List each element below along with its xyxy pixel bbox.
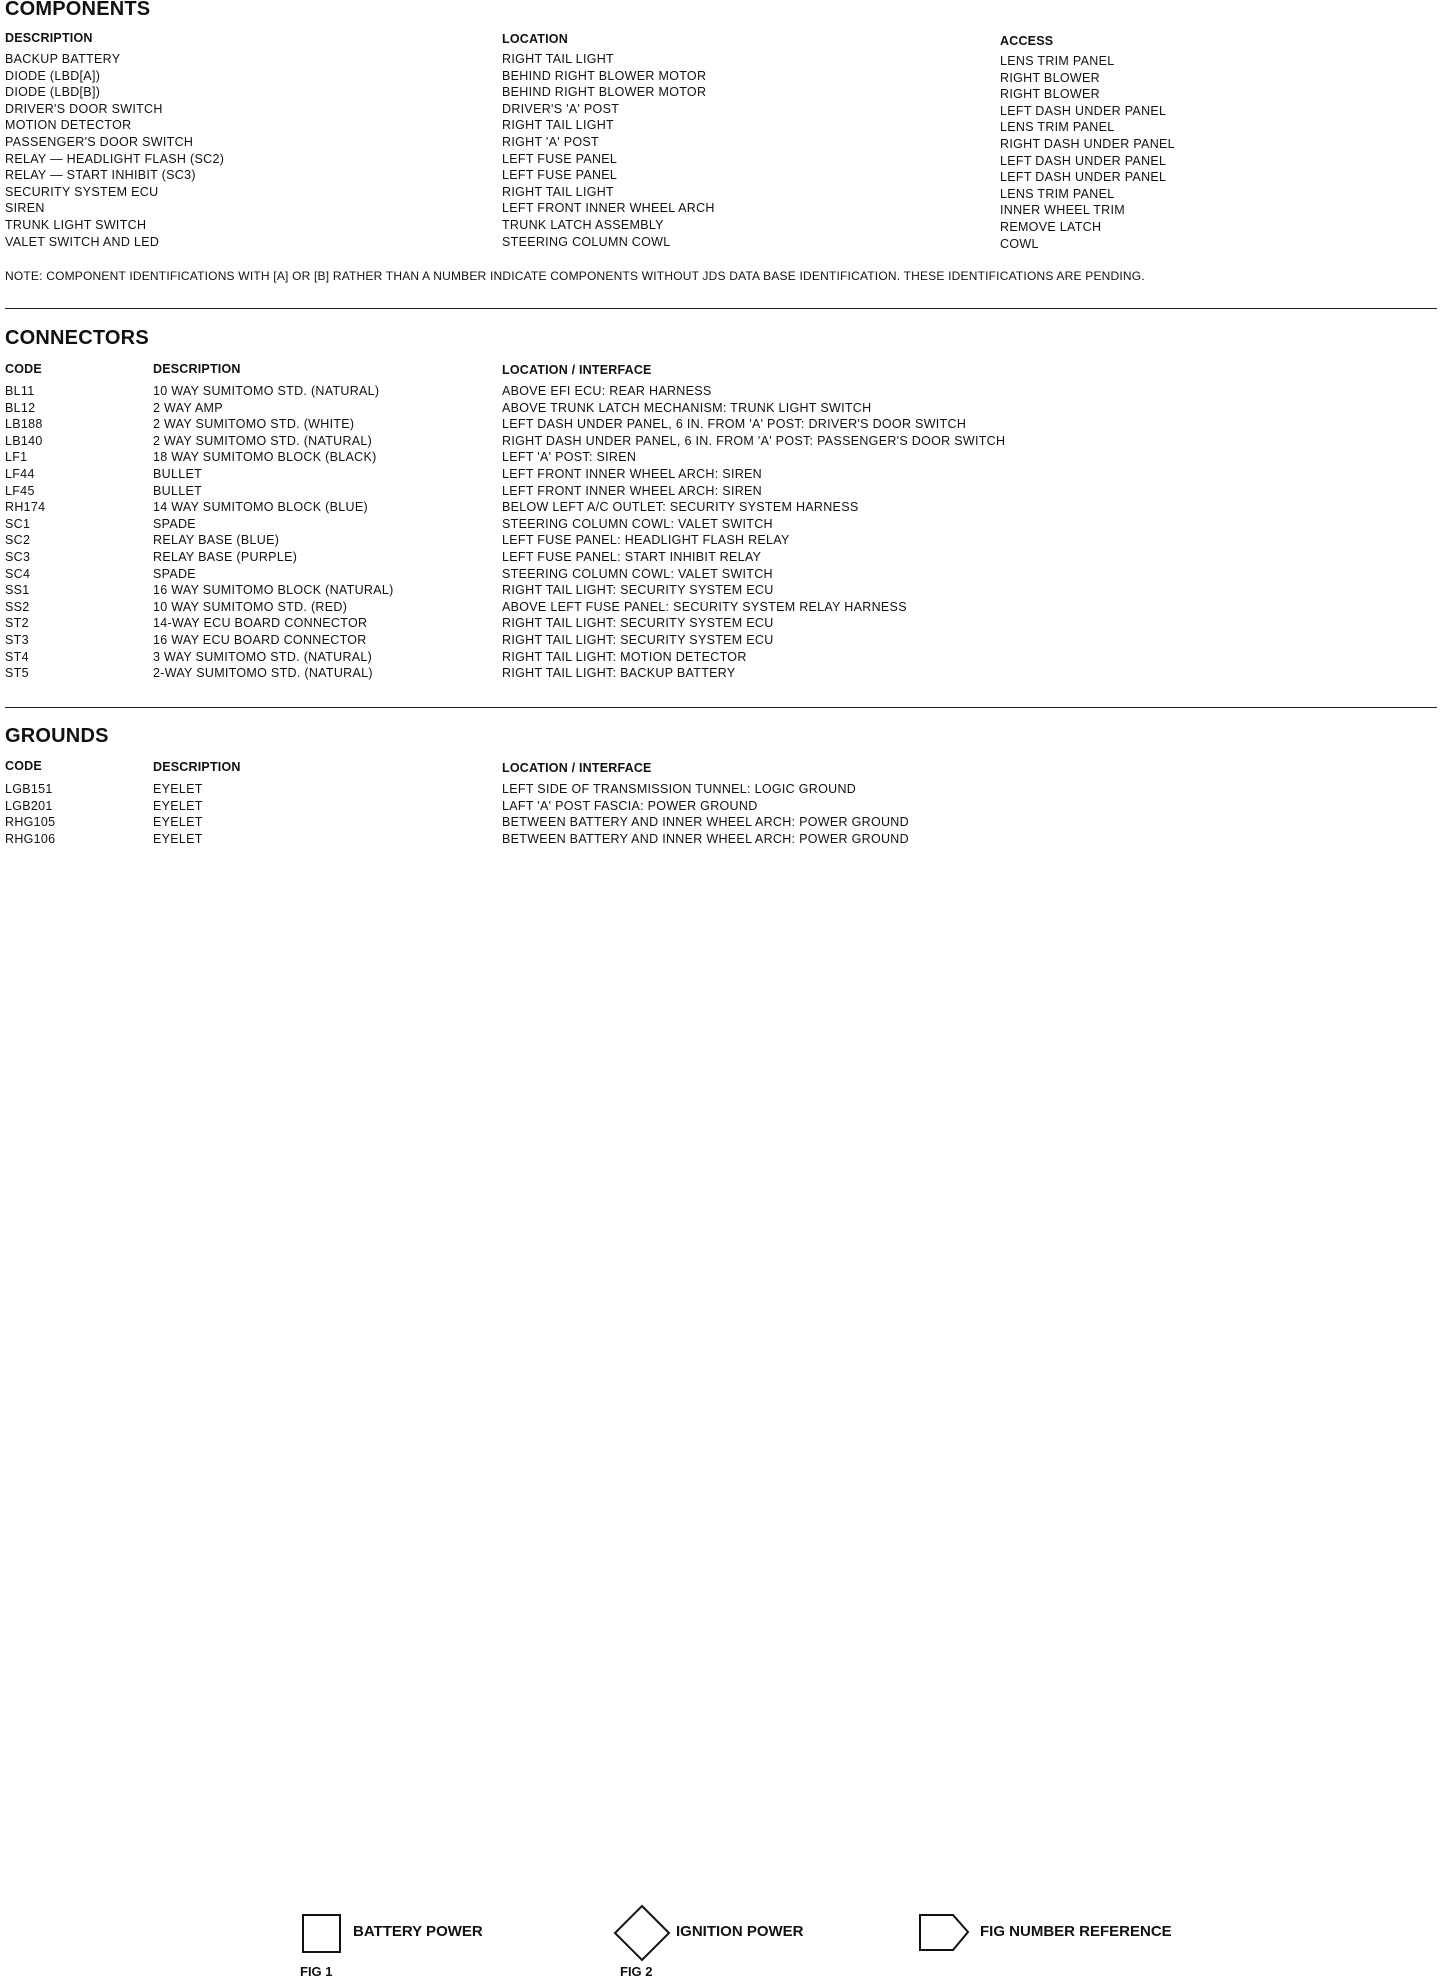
components-location-cell: LEFT FUSE PANEL	[502, 168, 618, 183]
connectors-code-cell: ST2	[5, 616, 29, 631]
components-description-cell: DIODE (LBD[B])	[5, 85, 101, 100]
connectors-description-cell: 16 WAY SUMITOMO BLOCK (NATURAL)	[153, 583, 394, 598]
grounds-location-cell: BETWEEN BATTERY AND INNER WHEEL ARCH: POWER GROUND	[502, 815, 909, 830]
components-access-cell: COWL	[1000, 236, 1039, 251]
grounds-description-cell: EYELET	[153, 831, 203, 846]
connectors-description-column	[153, 383, 394, 682]
connectors-description-header: DESCRIPTION	[153, 362, 241, 376]
connectors-location-column	[502, 383, 1005, 682]
grounds-description-column	[153, 781, 203, 847]
connectors-location-cell: LEFT FRONT INNER WHEEL ARCH: SIREN	[502, 483, 763, 498]
grounds-title: GROUNDS	[5, 725, 109, 747]
connectors-code-cell: LF45	[5, 483, 35, 498]
grounds-description-cell: EYELET	[153, 798, 203, 813]
components-access-cell: LENS TRIM PANEL	[1000, 54, 1115, 68]
components-location-cell: RIGHT 'A' POST	[502, 134, 599, 149]
connectors-description-cell: BULLET	[153, 466, 203, 481]
connectors-description-cell: BULLET	[153, 483, 203, 498]
grounds-description-cell: EYELET	[153, 815, 203, 830]
components-location-cell: LEFT FUSE PANEL	[502, 151, 618, 166]
connectors-description-cell: 3 WAY SUMITOMO STD. (NATURAL)	[153, 649, 373, 664]
connectors-code-cell: LF1	[5, 450, 28, 465]
connectors-location-cell: BELOW LEFT A/C OUTLET: SECURITY SYSTEM HARNESS	[502, 500, 859, 515]
connectors-description-cell: 10 WAY SUMITOMO STD. (RED)	[153, 599, 348, 614]
connectors-location-cell: ABOVE TRUNK LATCH MECHANISM: TRUNK LIGHT SWITCH	[502, 400, 872, 415]
connectors-location-cell: LEFT DASH UNDER PANEL, 6 IN. FROM 'A' POST: DRIVER'S DOOR SWITCH	[502, 417, 967, 432]
components-access-cell: LEFT DASH UNDER PANEL	[1000, 153, 1167, 168]
components-location-cell: RIGHT TAIL LIGHT	[502, 52, 614, 66]
connectors-description-cell: 2 WAY SUMITOMO STD. (NATURAL)	[153, 433, 373, 448]
components-description-cell: DIODE (LBD[A])	[5, 68, 101, 83]
connectors-location-cell: RIGHT DASH UNDER PANEL, 6 IN. FROM 'A' POST: PASSENGER'S DOOR SWITCH	[502, 433, 1006, 448]
connectors-location-cell: RIGHT TAIL LIGHT: SECURITY SYSTEM ECU	[502, 583, 774, 598]
connectors-description-cell: 14-WAY ECU BOARD CONNECTOR	[153, 616, 368, 631]
connectors-description-cell: SPADE	[153, 516, 196, 531]
components-description-cell: PASSENGER'S DOOR SWITCH	[5, 134, 194, 149]
fig-reference-pentagon-icon	[919, 1913, 971, 1953]
ignition-power-diamond-icon	[613, 1904, 671, 1962]
connectors-location-cell: RIGHT TAIL LIGHT: SECURITY SYSTEM ECU	[502, 632, 774, 647]
connectors-description-cell: RELAY BASE (BLUE)	[153, 533, 280, 548]
components-description-cell: BACKUP BATTERY	[5, 52, 121, 66]
grounds-description-cell: EYELET	[153, 782, 203, 796]
components-access-cell: RIGHT BLOWER	[1000, 87, 1100, 102]
components-location-cell: DRIVER'S 'A' POST	[502, 101, 620, 116]
connectors-location-cell: STEERING COLUMN COWL: VALET SWITCH	[502, 566, 773, 581]
connectors-code-column	[5, 383, 45, 682]
components-description-cell: MOTION DETECTOR	[5, 118, 132, 133]
components-access-header: ACCESS	[1000, 34, 1054, 48]
grounds-location-cell: LAFT 'A' POST FASCIA: POWER GROUND	[502, 798, 758, 813]
components-access-cell: LEFT DASH UNDER PANEL	[1000, 103, 1167, 118]
components-access-cell: LEFT DASH UNDER PANEL	[1000, 170, 1167, 185]
connectors-code-cell: SC2	[5, 533, 31, 548]
connectors-description-cell: 18 WAY SUMITOMO BLOCK (BLACK)	[153, 450, 377, 465]
components-location-cell: BEHIND RIGHT BLOWER MOTOR	[502, 85, 707, 100]
connectors-description-cell: 16 WAY ECU BOARD CONNECTOR	[153, 632, 367, 647]
connectors-code-cell: SC3	[5, 549, 31, 564]
components-location-cell: RIGHT TAIL LIGHT	[502, 184, 614, 199]
components-access-cell: REMOVE LATCH	[1000, 219, 1102, 234]
components-description-cell: SECURITY SYSTEM ECU	[5, 184, 159, 199]
connectors-location-cell: LEFT FRONT INNER WHEEL ARCH: SIREN	[502, 466, 763, 481]
connectors-description-cell: SPADE	[153, 566, 196, 581]
components-description-cell: RELAY — HEADLIGHT FLASH (SC2)	[5, 151, 225, 166]
grounds-code-column	[5, 781, 55, 847]
components-access-cell: RIGHT DASH UNDER PANEL	[1000, 136, 1175, 151]
grounds-location-column	[502, 781, 909, 847]
connectors-code-cell: SC1	[5, 516, 31, 531]
connectors-code-cell: LB188	[5, 417, 43, 432]
section-divider	[5, 707, 1437, 708]
components-location-cell: BEHIND RIGHT BLOWER MOTOR	[502, 68, 707, 83]
grounds-location-cell: BETWEEN BATTERY AND INNER WHEEL ARCH: POWER GROUND	[502, 831, 909, 846]
components-access-cell: LENS TRIM PANEL	[1000, 120, 1115, 135]
connectors-description-cell: 2 WAY SUMITOMO STD. (WHITE)	[153, 417, 355, 432]
connectors-location-cell: STEERING COLUMN COWL: VALET SWITCH	[502, 516, 773, 531]
connectors-code-cell: SS1	[5, 583, 30, 598]
fig-2-label: FIG 2	[620, 1964, 653, 1979]
connectors-code-cell: LB140	[5, 433, 43, 448]
components-location-cell: LEFT FRONT INNER WHEEL ARCH	[502, 201, 715, 216]
components-location-cell: RIGHT TAIL LIGHT	[502, 118, 614, 133]
connectors-location-cell: RIGHT TAIL LIGHT: BACKUP BATTERY	[502, 666, 736, 681]
fig-number-reference-legend	[919, 1913, 971, 1958]
components-location-header: LOCATION	[502, 32, 568, 46]
connectors-code-cell: ST4	[5, 649, 29, 664]
connectors-description-cell: 2-WAY SUMITOMO STD. (NATURAL)	[153, 666, 373, 681]
grounds-code-header: CODE	[5, 759, 42, 773]
connectors-location-cell: RIGHT TAIL LIGHT: MOTION DETECTOR	[502, 649, 747, 664]
components-description-header: DESCRIPTION	[5, 31, 93, 45]
fig-number-reference-label: FIG NUMBER REFERENCE	[980, 1923, 1172, 1940]
connectors-location-header: LOCATION / INTERFACE	[502, 363, 652, 377]
connectors-location-cell: LEFT 'A' POST: SIREN	[502, 450, 637, 465]
battery-power-square-icon	[302, 1914, 342, 1954]
components-location-column	[502, 51, 715, 250]
components-location-cell: TRUNK LATCH ASSEMBLY	[502, 217, 664, 232]
components-access-cell: INNER WHEEL TRIM	[1000, 203, 1125, 218]
connectors-location-cell: ABOVE LEFT FUSE PANEL: SECURITY SYSTEM RELAY HARNESS	[502, 599, 907, 614]
grounds-code-cell: LGB201	[5, 798, 53, 813]
components-description-cell: TRUNK LIGHT SWITCH	[5, 217, 147, 232]
battery-power-legend	[302, 1914, 342, 1959]
connectors-code-cell: ST5	[5, 666, 29, 681]
components-note: NOTE: COMPONENT IDENTIFICATIONS WITH [A] OR [B] RATHER THAN A NUMBER INDICATE COMPONENTS WITHOUT JDS DATA BASE IDENTIFICATION. THESE IDENTIFICATIONS ARE PENDING.	[5, 269, 1145, 283]
components-title: COMPONENTS	[5, 0, 151, 20]
grounds-code-cell: LGB151	[5, 782, 53, 796]
components-access-cell: RIGHT BLOWER	[1000, 70, 1100, 85]
components-description-column	[5, 51, 224, 250]
grounds-code-cell: RHG105	[5, 815, 56, 830]
connectors-code-cell: BL12	[5, 400, 36, 415]
connectors-code-header: CODE	[5, 362, 42, 376]
connectors-title: CONNECTORS	[5, 327, 149, 349]
ignition-power-legend	[613, 1904, 671, 1967]
components-access-column	[1000, 53, 1175, 252]
connectors-description-cell: 10 WAY SUMITOMO STD. (NATURAL)	[153, 384, 380, 398]
battery-power-label: BATTERY POWER	[353, 1923, 483, 1940]
connectors-location-cell: LEFT FUSE PANEL: HEADLIGHT FLASH RELAY	[502, 533, 790, 548]
connectors-location-cell: LEFT FUSE PANEL: START INHIBIT RELAY	[502, 549, 762, 564]
grounds-location-cell: LEFT SIDE OF TRANSMISSION TUNNEL: LOGIC GROUND	[502, 782, 857, 796]
fig-1-label: FIG 1	[300, 1964, 333, 1979]
grounds-description-header: DESCRIPTION	[153, 760, 241, 774]
connectors-description-cell: 14 WAY SUMITOMO BLOCK (BLUE)	[153, 500, 368, 515]
components-description-cell: RELAY — START INHIBIT (SC3)	[5, 168, 196, 183]
connectors-code-cell: ST3	[5, 632, 29, 647]
connectors-code-cell: LF44	[5, 466, 35, 481]
components-description-cell: DRIVER'S DOOR SWITCH	[5, 101, 163, 116]
connectors-description-cell: 2 WAY AMP	[153, 400, 223, 415]
connectors-description-cell: RELAY BASE (PURPLE)	[153, 549, 298, 564]
connectors-code-cell: RH174	[5, 500, 46, 515]
section-divider	[5, 308, 1437, 309]
connectors-code-cell: BL11	[5, 384, 35, 398]
connectors-location-cell: RIGHT TAIL LIGHT: SECURITY SYSTEM ECU	[502, 616, 774, 631]
ignition-power-label: IGNITION POWER	[676, 1923, 804, 1940]
components-description-cell: SIREN	[5, 201, 45, 216]
components-access-cell: LENS TRIM PANEL	[1000, 186, 1115, 201]
connectors-code-cell: SS2	[5, 599, 30, 614]
components-description-cell: VALET SWITCH AND LED	[5, 234, 160, 249]
connectors-location-cell: ABOVE EFI ECU: REAR HARNESS	[502, 384, 712, 398]
grounds-code-cell: RHG106	[5, 831, 56, 846]
grounds-location-header: LOCATION / INTERFACE	[502, 761, 652, 775]
connectors-code-cell: SC4	[5, 566, 31, 581]
components-location-cell: STEERING COLUMN COWL	[502, 234, 671, 249]
